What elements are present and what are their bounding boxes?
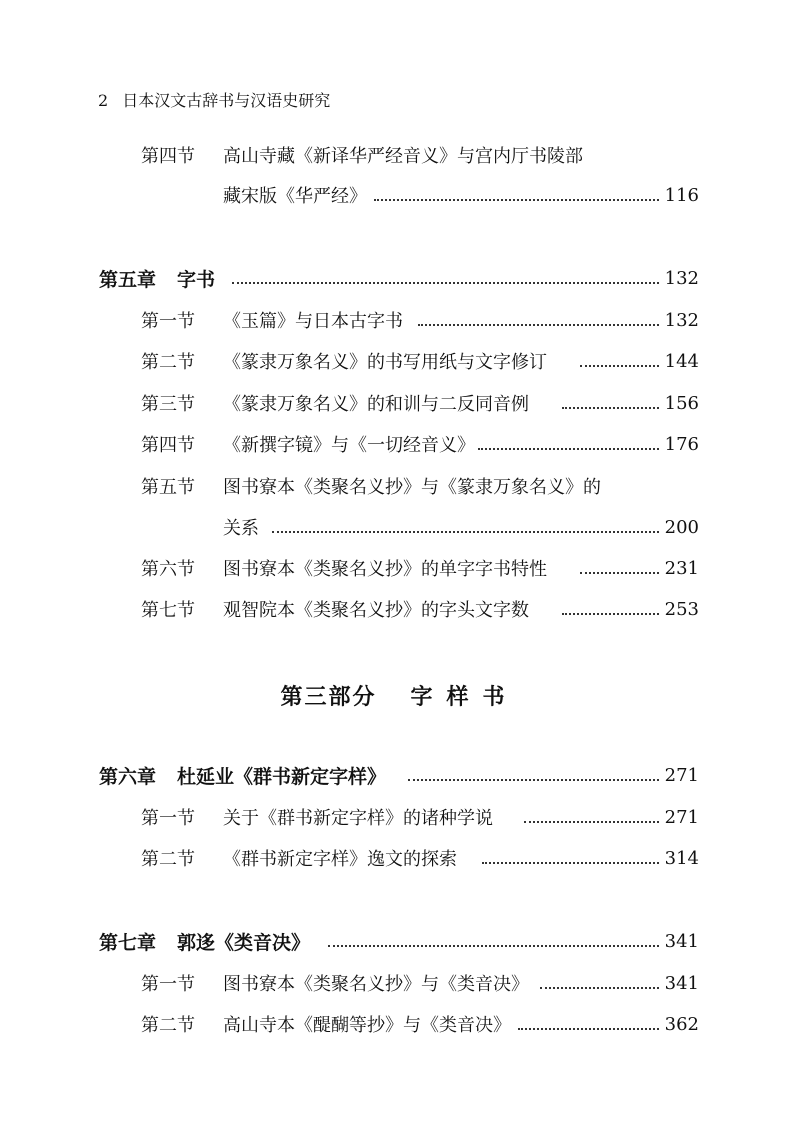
header-page-number: 2 bbox=[98, 91, 109, 110]
toc-entry[interactable] bbox=[0, 471, 799, 501]
toc-page-number: 176 bbox=[664, 433, 699, 455]
dot-leader bbox=[232, 282, 659, 284]
toc-section-label: 第四节 bbox=[141, 146, 195, 167]
toc-section-label: 第二节 bbox=[141, 849, 195, 870]
toc-entry[interactable] bbox=[0, 802, 799, 832]
toc-section-title: 《篆隶万象名义》的书写用纸与文字修订 bbox=[223, 352, 547, 373]
header-book-title: 日本汉文古辞书与汉语史研究 bbox=[122, 91, 331, 110]
toc-section-title: 图书寮本《类聚名义抄》与《类音决》 bbox=[223, 974, 529, 995]
toc-entry[interactable] bbox=[0, 429, 799, 459]
dot-leader bbox=[374, 199, 659, 201]
toc-entry[interactable] bbox=[0, 553, 799, 583]
toc-page-number: 231 bbox=[664, 557, 699, 579]
toc-page-number: 253 bbox=[664, 598, 699, 620]
toc-entry-continuation[interactable] bbox=[0, 512, 799, 542]
toc-entry[interactable] bbox=[0, 346, 799, 376]
toc-entry[interactable] bbox=[0, 140, 799, 170]
toc-chapter-label: 第五章 bbox=[99, 268, 157, 291]
toc-page-number: 362 bbox=[664, 1013, 699, 1035]
part-title: 字样书 bbox=[410, 685, 519, 710]
toc-section-title: 《新撰字镜》与《一切经音义》 bbox=[223, 435, 475, 456]
toc-page-number: 144 bbox=[664, 350, 699, 372]
running-header bbox=[98, 88, 330, 111]
toc-section-title: 藏宋版《华严经》 bbox=[223, 186, 367, 207]
toc-section-label: 第七节 bbox=[141, 600, 195, 621]
dot-leader bbox=[518, 1028, 659, 1030]
toc-page-number: 271 bbox=[664, 764, 699, 786]
toc-section-label: 第二节 bbox=[141, 1015, 195, 1036]
dot-leader bbox=[272, 531, 659, 533]
toc-section-title: 图书寮本《类聚名义抄》的单字字书特性 bbox=[223, 559, 547, 580]
toc-chapter-title: 杜延业《群书新定字样》 bbox=[177, 765, 387, 788]
toc-page-number: 132 bbox=[664, 309, 699, 331]
dot-leader bbox=[524, 821, 659, 823]
toc-chapter-title: 字书 bbox=[177, 268, 216, 291]
toc-section-title: 观智院本《类聚名义抄》的字头文字数 bbox=[223, 600, 529, 621]
dot-leader bbox=[562, 407, 659, 409]
toc-entry[interactable] bbox=[0, 968, 799, 998]
dot-leader bbox=[580, 572, 659, 574]
toc-section-label: 第一节 bbox=[141, 808, 195, 829]
toc-chapter-entry[interactable] bbox=[0, 760, 799, 790]
dot-leader bbox=[478, 448, 659, 450]
toc-section-label: 第四节 bbox=[141, 435, 195, 456]
toc-section-title: 《群书新定字样》逸文的探索 bbox=[223, 849, 457, 870]
toc-section-label: 第一节 bbox=[141, 974, 195, 995]
toc-section-title: 关系 bbox=[223, 518, 259, 539]
toc-entry-continuation[interactable] bbox=[0, 180, 799, 210]
dot-leader bbox=[408, 779, 659, 781]
toc-section-title: 《篆隶万象名义》的和训与二反同音例 bbox=[223, 394, 529, 415]
toc-entry[interactable] bbox=[0, 388, 799, 418]
toc-entry[interactable] bbox=[0, 843, 799, 873]
toc-section-title: 高山寺藏《新译华严经音义》与宫内厅书陵部 bbox=[223, 146, 583, 167]
toc-page-number: 116 bbox=[664, 184, 699, 206]
toc-chapter-label: 第六章 bbox=[99, 765, 157, 788]
toc-chapter-label: 第七章 bbox=[99, 931, 157, 954]
part-heading bbox=[0, 680, 799, 711]
dot-leader bbox=[540, 987, 659, 989]
part-label: 第三部分 bbox=[280, 685, 377, 710]
toc-page-number: 341 bbox=[664, 972, 699, 994]
toc-chapter-entry[interactable] bbox=[0, 263, 799, 293]
dot-leader bbox=[482, 862, 659, 864]
toc-section-label: 第三节 bbox=[141, 394, 195, 415]
toc-section-title: 图书寮本《类聚名义抄》与《篆隶万象名义》的 bbox=[223, 477, 601, 498]
toc-page-number: 132 bbox=[664, 267, 699, 289]
dot-leader bbox=[580, 365, 659, 367]
toc-entry[interactable] bbox=[0, 305, 799, 335]
toc-section-title: 高山寺本《醍醐等抄》与《类音决》 bbox=[223, 1015, 511, 1036]
toc-page-number: 314 bbox=[664, 847, 699, 869]
toc-page-number: 341 bbox=[664, 930, 699, 952]
toc-section-title: 关于《群书新定字样》的诸种学说 bbox=[223, 808, 493, 829]
toc-chapter-entry[interactable] bbox=[0, 926, 799, 956]
toc-section-title: 《玉篇》与日本古字书 bbox=[223, 311, 403, 332]
dot-leader bbox=[418, 324, 659, 326]
toc-page-number: 271 bbox=[664, 806, 699, 828]
toc-entry[interactable] bbox=[0, 1009, 799, 1039]
toc-page-number: 200 bbox=[664, 516, 699, 538]
toc-page-number: 156 bbox=[664, 392, 699, 414]
dot-leader bbox=[328, 945, 659, 947]
toc-section-label: 第二节 bbox=[141, 352, 195, 373]
toc-chapter-title: 郭迻《类音决》 bbox=[177, 931, 311, 954]
toc-section-label: 第六节 bbox=[141, 559, 195, 580]
toc-section-label: 第五节 bbox=[141, 477, 195, 498]
dot-leader bbox=[562, 613, 659, 615]
toc-section-label: 第一节 bbox=[141, 311, 195, 332]
toc-entry[interactable] bbox=[0, 594, 799, 624]
